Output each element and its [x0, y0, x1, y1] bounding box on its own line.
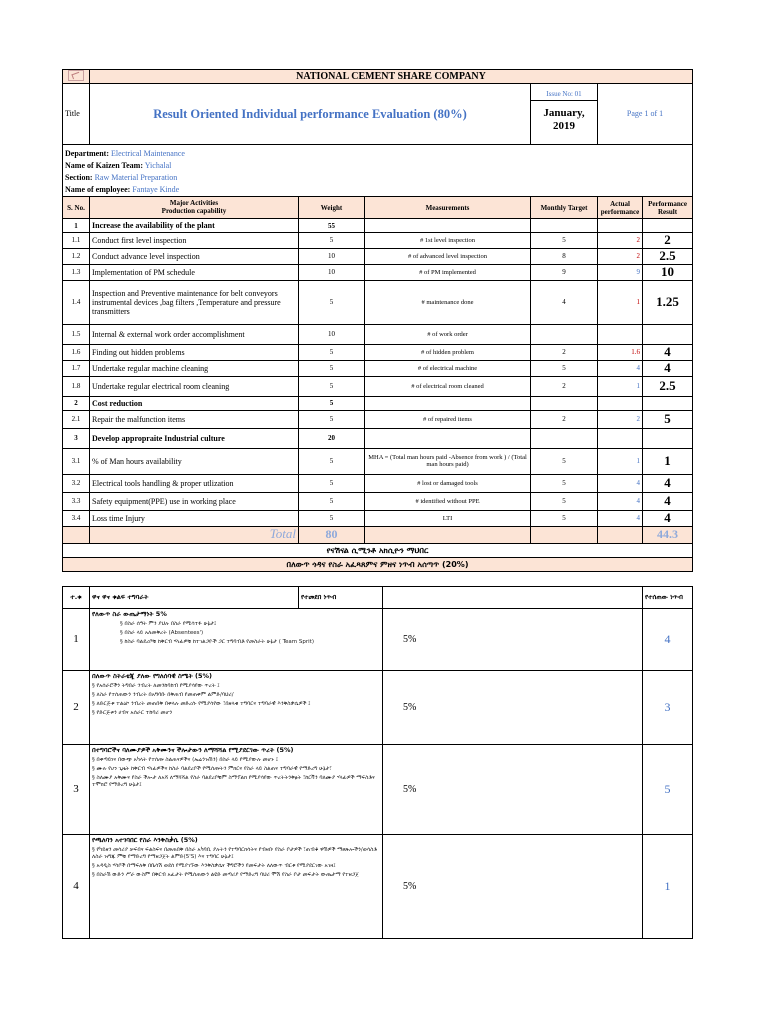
- kpi-actual: 1: [598, 448, 643, 474]
- kpi-row: [63, 264, 693, 280]
- kpi-weight: 5: [299, 233, 365, 249]
- kpi-measurement: [365, 428, 531, 448]
- kpi-activity: Repair the malfunction items: [90, 410, 299, 428]
- criteria-row: [63, 671, 693, 745]
- kpi-monthly-target: 5: [531, 233, 598, 249]
- criteria-bullet: § የካይዘን መሳሪያ ቻፍበና ፍልስፍና በመጠበቅ በስራ አካባቢ ያሉትን የተግባርክሳትና የብዛበ፡ የስራ ቦታዎች ፣ጠብቆ ዋሽዎች ማፀጽሎችን/ወሳስቶ ለስራ ዝግጁ ምቹ የማድረግ የማዘጋጀት ልምድ(5'S) እና ተግባር ሁኔታ፤: [92, 847, 380, 861]
- criteria-bullet: § በስራሽ ውድን ሥራ ውስም በቅርብ አፈታት የሚሰጠውን ልዩድ መጣሪያ የማድረግ ባህሪ ሞሽ የስራ ቦታ መፍታት ውጤታማ የተዘጋጀ: [92, 872, 380, 879]
- kpi-activity: Safety equipment(PPE) use in working place: [90, 492, 299, 510]
- criteria-bullet: § አዳዲስ ሃሳቦች በማፍለቅ በቤሳሽ ወደሰ የሚያገኙው እንቅስቃሴና ችግሮችን የመፍታት ለለውጥ ብርቱ የሚያደርገው አገዛ፤: [92, 863, 380, 870]
- criteria-number: 3: [63, 745, 90, 835]
- kpi-activity: Electrical tools handling & proper utlization: [90, 474, 299, 492]
- criteria-number: 2: [63, 671, 90, 745]
- kpi-sno: 3.1: [63, 448, 90, 474]
- am-col-given: የተመደበ ነጥብ: [299, 587, 383, 609]
- criteria-heading: የለውጥ ስራ ውጤታማነት 5%: [92, 610, 167, 619]
- kpi-measurement: # of electrical room cleaned: [365, 376, 531, 396]
- kpi-activity: % of Man hours availability: [90, 448, 299, 474]
- kpi-actual: 2: [598, 233, 643, 249]
- kpi-sno: 3.3: [63, 492, 90, 510]
- total-blank: [63, 526, 90, 543]
- criteria-row: [63, 745, 693, 835]
- kpi-result: 1: [643, 448, 693, 474]
- kpi-weight: 5: [299, 396, 365, 410]
- kpi-actual: [598, 428, 643, 448]
- amharic-company: የናሽናል ሲሚንቶ አክሲዮን ማህበር: [63, 544, 693, 558]
- kpi-monthly-target: [531, 428, 598, 448]
- kpi-result: 4: [643, 510, 693, 526]
- kpi-result: 2.5: [643, 248, 693, 264]
- kpi-row: [63, 344, 693, 360]
- kpi-activity: Increase the availability of the plant: [90, 219, 299, 233]
- kpi-actual: [598, 324, 643, 344]
- amharic-subtitle: በለውጥ ጎዳና የስራ አፈጻጸምና ምዘና ነጥብ አሰጣጥ (20%): [63, 558, 693, 572]
- kpi-measurement: [365, 219, 531, 233]
- kpi-activity: Implementation of PM schedule: [90, 264, 299, 280]
- col-result: Performance Result: [643, 197, 693, 219]
- kpi-result: 10: [643, 264, 693, 280]
- kpi-measurement: # of work order: [365, 324, 531, 344]
- kpi-actual: 4: [598, 360, 643, 376]
- section-value: Raw Material Preparation: [94, 173, 178, 183]
- department-label: Department:: [65, 149, 109, 159]
- criteria-bullet: § የድርጅቱን ሀብና አሰራር ተከባሪ መሆን: [92, 710, 380, 717]
- criteria-score: 4: [643, 609, 693, 671]
- kpi-result: 2: [643, 233, 693, 249]
- kpi-monthly-target: 5: [531, 474, 598, 492]
- kpi-actual: 4: [598, 510, 643, 526]
- total-blank-4: [598, 526, 643, 543]
- kpi-sno: 1.8: [63, 376, 90, 396]
- kpi-actual: 1: [598, 280, 643, 324]
- criteria-description: [90, 745, 383, 835]
- kpi-monthly-target: 5: [531, 492, 598, 510]
- criteria-bullet: § ሙሉ የሆነ ጊዜት ከቅርብ ሃላፊዎችና ከስራ ባልደረቦች የሚሰጡትን ምክርና የስራ ላይ ስልጠና ተግባራዊ የማድረግ ሁኔታ፣: [92, 766, 380, 773]
- page-number: Page 1 of 1: [598, 84, 693, 145]
- amharic-table: [62, 544, 693, 940]
- kpi-measurement: # of hidden problem: [365, 344, 531, 360]
- total-result: 44.3: [643, 526, 693, 543]
- logo-cell: [63, 70, 90, 84]
- kpi-monthly-target: 2: [531, 410, 598, 428]
- kpi-measurement: # of repaired items: [365, 410, 531, 428]
- col-monthly-target: Monthly Target: [531, 197, 598, 219]
- kpi-activity: Loss time Injury: [90, 510, 299, 526]
- kpi-actual: 9: [598, 264, 643, 280]
- kpi-weight: 5: [299, 448, 365, 474]
- kpi-measurement: # of PM implemented: [365, 264, 531, 280]
- kpi-actual: 1.6: [598, 344, 643, 360]
- kpi-result: [643, 219, 693, 233]
- total-label: Total: [90, 526, 299, 543]
- kpi-result: 2.5: [643, 376, 693, 396]
- kpi-measurement: # 1st level inspection: [365, 233, 531, 249]
- col-actual: Actual performance: [598, 197, 643, 219]
- criteria-heading: በለውጥ ስትራቴጂ ያለው የግለሰባዊ ስሜት (5%): [92, 672, 212, 681]
- am-col-criteria: ዋና ዋና ቁልፍ ተግባራት: [90, 587, 299, 609]
- kpi-result: 4: [643, 344, 693, 360]
- kpi-weight: 5: [299, 360, 365, 376]
- kpi-monthly-target: [531, 324, 598, 344]
- kpi-row: [63, 428, 693, 448]
- issue-date-cell: [531, 84, 598, 145]
- kpi-weight: 5: [299, 410, 365, 428]
- criteria-heading: በተግባሮችና ባለሙያዎች አቅሙንና ችሎታውን ለማሻሻል የሚያደርገው ጥረት (5%): [92, 746, 294, 755]
- kaizen-value: Yichalal: [144, 161, 172, 171]
- criteria-allocated: 5%: [383, 835, 643, 939]
- kpi-sno: 3: [63, 428, 90, 448]
- kpi-weight: 5: [299, 510, 365, 526]
- header-table: [62, 69, 693, 544]
- kpi-weight: 10: [299, 324, 365, 344]
- kpi-weight: 55: [299, 219, 365, 233]
- kpi-row: [63, 280, 693, 324]
- kpi-measurement: MHA = (Total man hours paid -Absence from work ) / (Total man hours paid): [365, 448, 531, 474]
- kpi-activity: Internal & external work order accomplishment: [90, 324, 299, 344]
- criteria-heading: የጫለባን አተገባበር የስራ እንቅስቃሴ (5%): [92, 836, 198, 845]
- kpi-activity: Develop appropraite Industrial culture: [90, 428, 299, 448]
- kpi-sno: 2: [63, 396, 90, 410]
- criteria-description: [90, 609, 383, 671]
- col-sno: S. No.: [63, 197, 90, 219]
- kpi-activity: Undertake regular electrical room cleaning: [90, 376, 299, 396]
- kpi-sno: 2.1: [63, 410, 90, 428]
- criteria-bullet: § በስራ ሰዓት ምን ያህሉ በስራ የሚሳተፉ ሁኔታ፤: [92, 621, 380, 628]
- kpi-weight: 5: [299, 376, 365, 396]
- kpi-weight: 10: [299, 248, 365, 264]
- am-col-score: የተሰጠው ነጥብ: [643, 587, 693, 609]
- criteria-row: [63, 609, 693, 671]
- kpi-measurement: # lost or damaged tools: [365, 474, 531, 492]
- kaizen-label: Name of Kaizen Team:: [65, 161, 143, 171]
- kpi-result: 1.25: [643, 280, 693, 324]
- criteria-score: 5: [643, 745, 693, 835]
- kpi-sno: 1.2: [63, 248, 90, 264]
- kpi-row: [63, 448, 693, 474]
- kpi-monthly-target: 2: [531, 376, 598, 396]
- kpi-sno: 1.6: [63, 344, 90, 360]
- kpi-actual: [598, 396, 643, 410]
- criteria-bullet: § ስለሙያ አቅሙና የስራ ችሎታ ለአሻ ለማሻሻል የስራ ባልደረቦቹም ስማፕልክ የሚያሳየው ጥረትትንቅፅት ፣ከርቫን ባለሙያ ሃላፊዎች ማፍስቶና ተሞክሮ የማድረግ ሁኔታ፤: [92, 775, 380, 789]
- criteria-score: 1: [643, 835, 693, 939]
- kpi-measurement: LTI: [365, 510, 531, 526]
- kpi-row: [63, 410, 693, 428]
- criteria-bullet: § ከስራ ባልደረቦቹ ከቅርብ ሃላፊዎቹ ከተገልጋዮች ጋር ተግባብቶ የመስራት ሁኔታ ( Team Sprit): [92, 639, 380, 646]
- kpi-result: 4: [643, 360, 693, 376]
- kpi-measurement: # maintenance done: [365, 280, 531, 324]
- kpi-result: [643, 428, 693, 448]
- employee-value: Fantaye Kinde: [132, 185, 180, 195]
- evaluation-sheet: [62, 69, 692, 939]
- kpi-actual: 2: [598, 410, 643, 428]
- employee-label: Name of employee:: [65, 185, 131, 195]
- criteria-allocated: 5%: [383, 609, 643, 671]
- kpi-monthly-target: 2: [531, 344, 598, 360]
- kpi-row: [63, 474, 693, 492]
- kpi-sno: 1.7: [63, 360, 90, 376]
- criteria-allocated: 5%: [383, 671, 643, 745]
- criteria-score: 3: [643, 671, 693, 745]
- kpi-monthly-target: 9: [531, 264, 598, 280]
- kpi-sno: 3.2: [63, 474, 90, 492]
- kpi-activity: Inspection and Preventive maintenance for belt conveyors instrumental devices ,bag filters ,Temperature and pressure transmitters: [90, 280, 299, 324]
- kpi-actual: 4: [598, 492, 643, 510]
- kpi-sno: 3.4: [63, 510, 90, 526]
- info-block: [63, 145, 693, 197]
- kpi-result: [643, 396, 693, 410]
- criteria-bullet: § በቀጣይነና በውጭ አካላት የተሰጡ ስልጠናዎችና (ኤሬንዝሽን) በስራ ላይ የሚያውሉ መሆኑ ፤: [92, 757, 380, 764]
- kpi-weight: 5: [299, 344, 365, 360]
- amharic-rows: [63, 609, 693, 939]
- col-measurements: Measurements: [365, 197, 531, 219]
- kpi-monthly-target: [531, 219, 598, 233]
- kpi-result: 4: [643, 474, 693, 492]
- kpi-actual: 4: [598, 474, 643, 492]
- kpi-activity: Finding out hidden problems: [90, 344, 299, 360]
- col-activities-title: Major Activities: [169, 198, 219, 207]
- kpi-sno: 1.4: [63, 280, 90, 324]
- kpi-weight: 20: [299, 428, 365, 448]
- am-col-no: ተ.ቁ: [63, 587, 90, 609]
- company-logo-icon: [68, 70, 84, 81]
- total-weight: 80: [299, 526, 365, 543]
- kpi-activity: Cost reduction: [90, 396, 299, 410]
- total-blank-3: [531, 526, 598, 543]
- kpi-row: [63, 396, 693, 410]
- kpi-result: [643, 324, 693, 344]
- kpi-result: 5: [643, 410, 693, 428]
- kpi-actual: [598, 219, 643, 233]
- kpi-monthly-target: 8: [531, 248, 598, 264]
- kpi-monthly-target: 5: [531, 448, 598, 474]
- col-activities: [90, 197, 299, 219]
- kpi-sno: 1.3: [63, 264, 90, 280]
- kpi-row: [63, 219, 693, 233]
- department-value: Electrical Maintenance: [110, 149, 185, 159]
- criteria-number: 1: [63, 609, 90, 671]
- kpi-result: 4: [643, 492, 693, 510]
- criteria-bullet: § ለስራ የተሰጠውን ንብረት በአግባቡ በቅጠብ የመጠቀም ልምድ/ባህሪ/: [92, 692, 380, 699]
- kpi-weight: 5: [299, 280, 365, 324]
- kpi-measurement: # of advanced level inspection: [365, 248, 531, 264]
- kpi-sno: 1.1: [63, 233, 90, 249]
- title-label: Title: [63, 84, 90, 145]
- criteria-bullet: § ለድርጅቱ ተልዕኮ ንብረት መጠበቅ በቀላሉ መድረሱ የሚያሳየው ፣በዘላቂ ተግባርና ተግባራዊ እንቅስቃሴዎች ፤: [92, 701, 380, 708]
- kpi-monthly-target: 4: [531, 280, 598, 324]
- kpi-measurement: [365, 396, 531, 410]
- am-col-blank: [383, 587, 643, 609]
- spacer-row: [63, 572, 693, 587]
- col-activities-sub: Production capability: [161, 206, 227, 215]
- issue-date: January, 2019: [543, 107, 585, 133]
- total-blank-2: [365, 526, 531, 543]
- kpi-sno: 1: [63, 219, 90, 233]
- kpi-weight: 10: [299, 264, 365, 280]
- kpi-monthly-target: 5: [531, 360, 598, 376]
- kpi-actual: 2: [598, 248, 643, 264]
- col-weight: Weight: [299, 197, 365, 219]
- kpi-actual: 1: [598, 376, 643, 396]
- criteria-bullet: § የአሰራሮችን ትግበራ ንብረት ለመንከባከብ የሚያሳየው ጥረት ፤: [92, 683, 380, 690]
- doc-title: Result Oriented Individual performance Evaluation (80%): [90, 84, 531, 145]
- issue-number: Issue No: 01: [531, 89, 597, 101]
- kpi-rows: [63, 219, 693, 527]
- kpi-measurement: # identified without PPE: [365, 492, 531, 510]
- kpi-monthly-target: [531, 396, 598, 410]
- kpi-row: [63, 510, 693, 526]
- criteria-bullet: § በስራ ላይ አለመቅረት (Absentees'): [92, 630, 380, 637]
- company-name: NATIONAL CEMENT SHARE COMPANY: [90, 70, 693, 84]
- kpi-row: [63, 248, 693, 264]
- criteria-number: 4: [63, 835, 90, 939]
- kpi-activity: Conduct advance level inspection: [90, 248, 299, 264]
- kpi-weight: 5: [299, 474, 365, 492]
- kpi-sno: 1.5: [63, 324, 90, 344]
- kpi-row: [63, 376, 693, 396]
- kpi-row: [63, 233, 693, 249]
- criteria-allocated: 5%: [383, 745, 643, 835]
- kpi-activity: Undertake regular machine cleaning: [90, 360, 299, 376]
- criteria-description: [90, 671, 383, 745]
- section-label: Section:: [65, 173, 93, 183]
- kpi-monthly-target: 5: [531, 510, 598, 526]
- criteria-description: [90, 835, 383, 939]
- kpi-activity: Conduct first level inspection: [90, 233, 299, 249]
- kpi-row: [63, 324, 693, 344]
- kpi-row: [63, 360, 693, 376]
- kpi-measurement: # of electrical machine: [365, 360, 531, 376]
- kpi-row: [63, 492, 693, 510]
- criteria-row: [63, 835, 693, 939]
- kpi-weight: 5: [299, 492, 365, 510]
